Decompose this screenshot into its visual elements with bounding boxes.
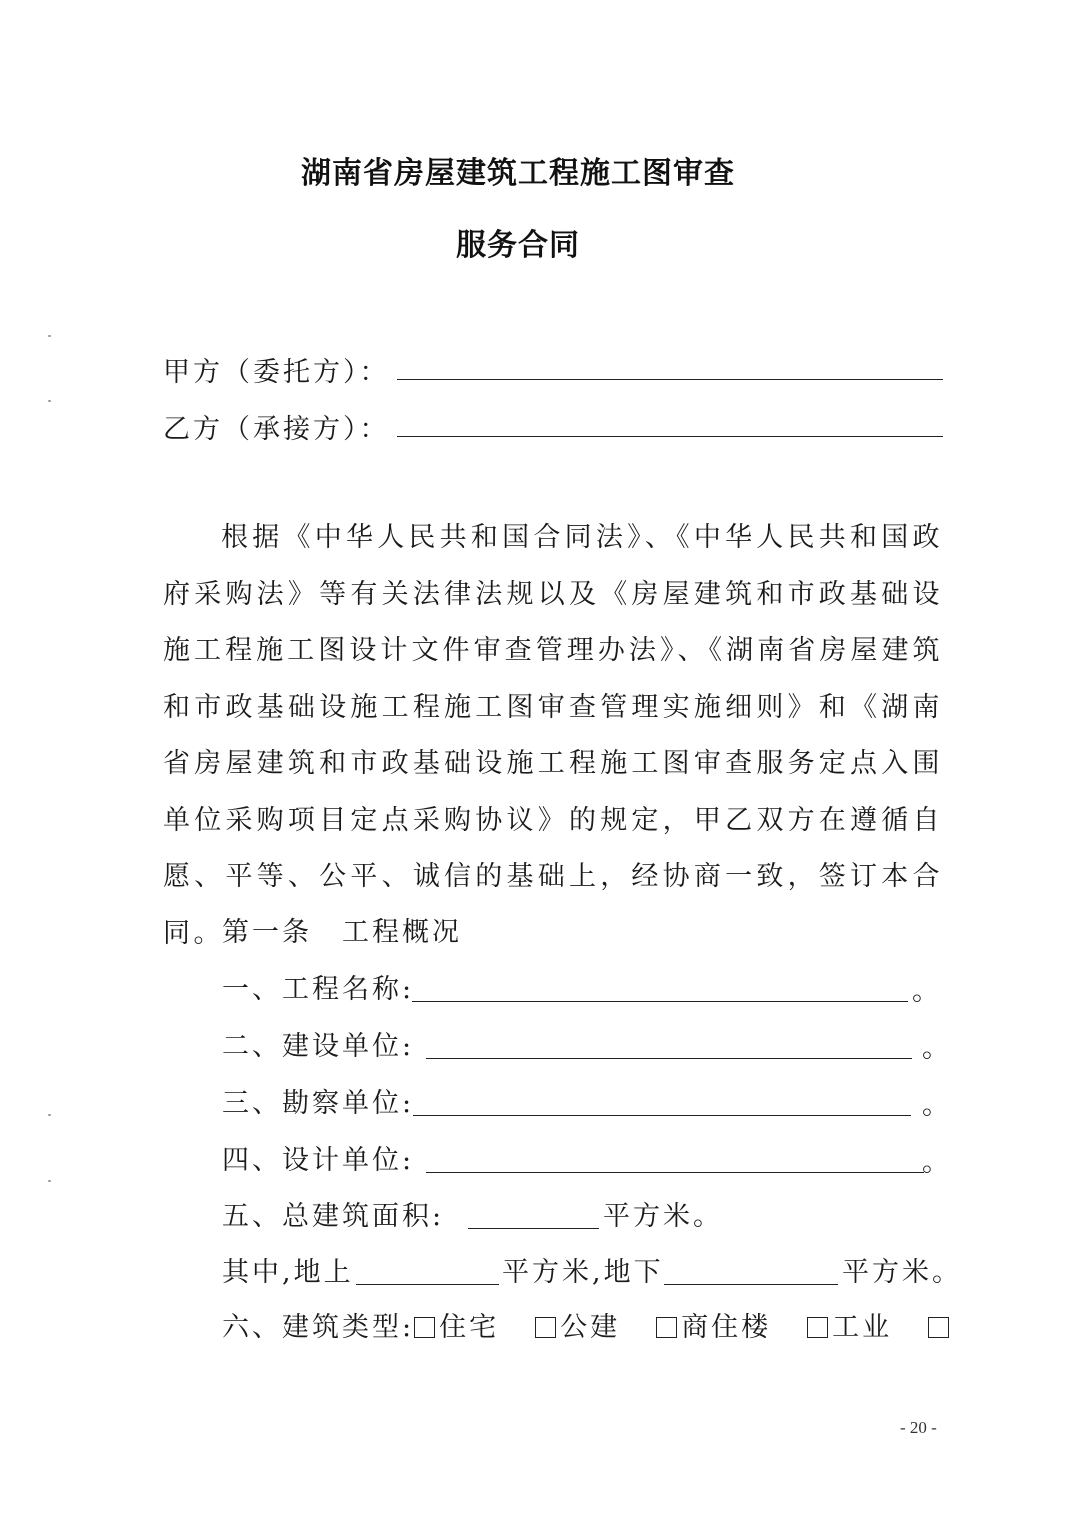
- party-b-blank[interactable]: [397, 436, 943, 437]
- survey-unit-blank[interactable]: [413, 1115, 911, 1116]
- design-unit-label: 四、设计单位:: [222, 1145, 415, 1176]
- project-name-label: 一、工程名称:: [222, 974, 415, 1005]
- building-type-row: [222, 1308, 953, 1348]
- building-type-label: 六、建筑类型:: [222, 1312, 415, 1343]
- preamble-paragraph: 根据《中华人民共和国合同法》、《中华人民共和国政府采购法》等有关法律法规以及《房屋建筑和市政基础设施工程施工图设计文件审查管理办法》、《湖南省房屋建筑和市政基础设施工程施工图审查管理实施细则》和《湖南省房屋建筑和市政基础设施工程施工图审查服务定点入围单位采购项目定点采购协议》的规定，甲乙双方在遵循自愿、平等、公平、诚信的基础上，经协商一致，签订本合同。: [163, 522, 943, 949]
- document-subtitle: 服务合同: [456, 228, 580, 263]
- building-type-industrial[interactable]: 工业: [807, 1308, 892, 1348]
- aboveground-area-blank[interactable]: [356, 1284, 499, 1285]
- building-type-residential[interactable]: 住宅: [414, 1308, 499, 1348]
- construction-unit-blank[interactable]: [426, 1058, 912, 1059]
- checkbox[interactable]: [656, 1317, 677, 1338]
- checkbox[interactable]: [535, 1317, 556, 1338]
- area-underground-mid: 平方米,地下: [502, 1257, 664, 1288]
- party-b-label: 乙方（承接方）：: [163, 414, 390, 445]
- underground-area-blank[interactable]: [664, 1284, 838, 1285]
- design-unit-blank[interactable]: [426, 1172, 924, 1173]
- total-area-label: 五、总建筑面积:: [222, 1201, 445, 1232]
- checkbox[interactable]: [414, 1317, 435, 1338]
- total-area-unit: 平方米。: [603, 1201, 723, 1232]
- article1-heading: 第一条 工程概况: [222, 917, 462, 948]
- construction-unit-label: 二、建设单位:: [222, 1031, 415, 1062]
- page-number: - 20 -: [900, 1418, 937, 1437]
- party-a-label: 甲方（委托方）：: [163, 357, 390, 388]
- area-aboveground-prefix: 其中,地上: [222, 1257, 354, 1288]
- building-type-commercial-residential[interactable]: 商住楼: [656, 1308, 771, 1348]
- document-title: 湖南省房屋建筑工程施工图审查: [301, 156, 735, 191]
- period-mark: 。: [922, 1147, 949, 1178]
- total-area-blank[interactable]: [468, 1228, 599, 1229]
- area-underground-unit: 平方米。: [842, 1257, 962, 1288]
- scan-speck: [48, 400, 51, 402]
- period-mark: 。: [912, 976, 939, 1007]
- project-name-blank[interactable]: [412, 1001, 908, 1002]
- scan-speck: [48, 335, 51, 337]
- building-type-public[interactable]: 公建: [535, 1308, 620, 1348]
- survey-unit-label: 三、勘察单位:: [222, 1088, 415, 1119]
- checkbox[interactable]: [807, 1317, 828, 1338]
- building-type-other-checkbox[interactable]: [928, 1317, 949, 1338]
- period-mark: 。: [922, 1033, 949, 1064]
- period-mark: 。: [922, 1090, 949, 1121]
- scan-speck: [48, 1180, 51, 1182]
- scan-speck: [48, 1114, 51, 1116]
- party-a-blank[interactable]: [397, 379, 943, 380]
